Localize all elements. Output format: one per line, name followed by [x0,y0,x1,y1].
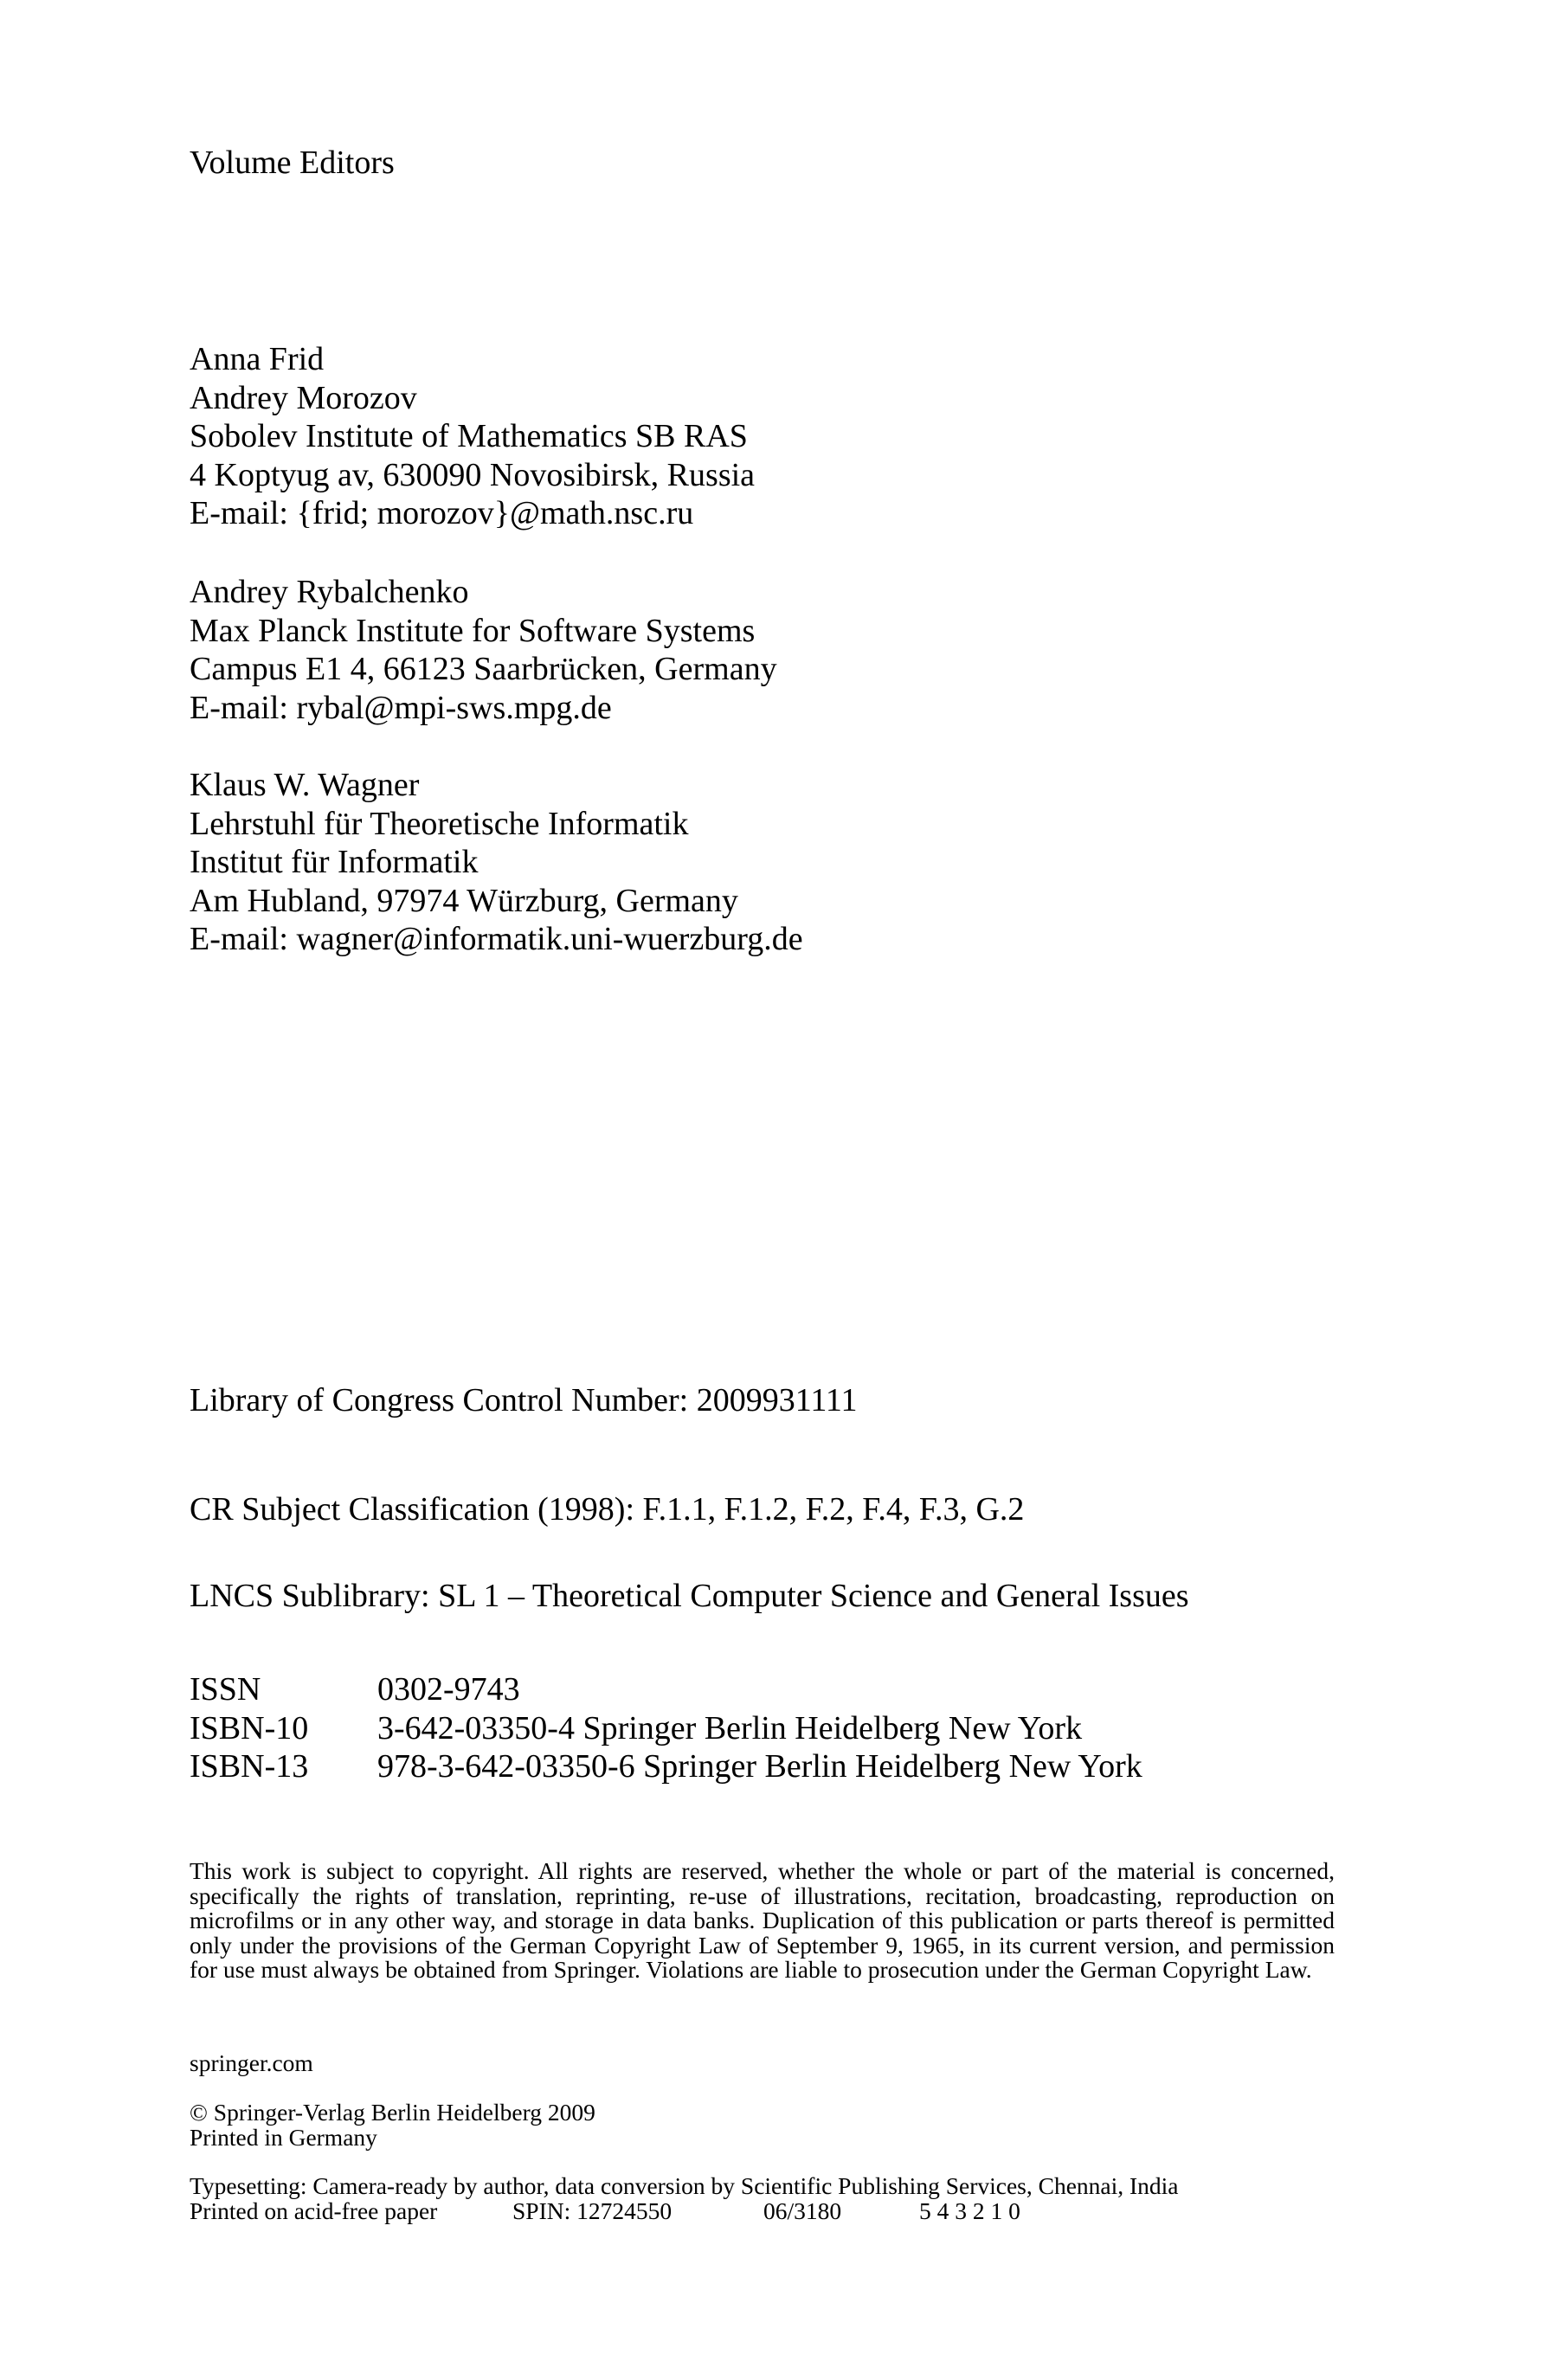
editor-email: E-mail: wagner@informatik.uni-wuerzburg.de [190,921,803,957]
identifier-label: ISBN-13 [190,1748,309,1785]
cr-subject-classification: CR Subject Classification (1998): F.1.1, F.1.2, F.2, F.4, F.3, G.2 [190,1491,1025,1528]
website [190,2051,1349,2076]
editor-block-wagner [190,766,1349,959]
editor-email: E-mail: {frid; morozov}@math.nsc.ru [190,495,694,531]
editor-institution: Institut für Informatik [190,844,479,880]
identifier-value: 978-3-642-03350-6 Springer Berlin Heidelberg New York [377,1748,1142,1785]
editor-block-rybalchenko [190,573,1349,727]
publisher-copyright: © Springer-Verlag Berlin Heidelberg 2009 [190,2099,595,2126]
identifier-label: ISSN [190,1671,261,1708]
identifier-row [190,1709,1142,1748]
identifier-value: 3-642-03350-4 Springer Berlin Heidelberg New York [377,1709,1083,1746]
editor-name: Andrey Morozov [190,379,417,416]
editor-address: Campus E1 4, 66123 Saarbrücken, Germany [190,651,777,687]
spin-number: SPIN: 12724550 [512,2197,673,2224]
editor-address: 4 Koptyug av, 630090 Novosibirsk, Russia [190,456,756,493]
typesetting-credit: Typesetting: Camera-ready by author, data conversion by Scientific Publishing Services, Chennai, India [190,2172,1179,2199]
production-info [190,2174,1349,2223]
editor-institution: Sobolev Institute of Mathematics SB RAS [190,418,748,454]
editor-name: Anna Frid [190,341,325,377]
identifier-label: ISBN-10 [190,1709,309,1746]
website-text: springer.com [190,2049,313,2076]
editor-name: Andrey Rybalchenko [190,574,469,610]
printed-in: Printed in Germany [190,2123,377,2151]
editor-email: E-mail: rybal@mpi-sws.mpg.de [190,689,612,726]
editor-institution: Max Planck Institute for Software Systems [190,612,756,649]
lncs-sublibrary: LNCS Sublibrary: SL 1 – Theoretical Computer Science and General Issues [190,1578,1189,1614]
identifiers-table [190,1670,1349,1786]
copyright-paragraph: This work is subject to copyright. All rights are reserved, whether the whole or part of the material is concerned, specifically the rights of translation, reprinting, re-use of illustrations, recitation, broadcasting, reproduction on microfilms or in any other way, and storage in data banks. Duplication of this publication or parts thereof is permitted only under the provisions of the German Copyright Law of September 9, 1965, in its current version, and permission for use must always be obtained from Springer. Violations are liable to prosecution under the German Copyright Law. [190,1857,1335,1984]
volume-editors-heading: Volume Editors [190,145,395,181]
print-code: 06/3180 [763,2197,842,2224]
print-run: 5 4 3 2 1 0 [919,2197,1020,2224]
print-details-row [190,2199,1349,2224]
identifier-row [190,1670,1142,1709]
editor-block-frid-morozov [190,340,1349,533]
editor-institution: Lehrstuhl für Theoretische Informatik [190,805,689,842]
editor-address: Am Hubland, 97974 Würzburg, Germany [190,882,738,919]
loc-control-number: Library of Congress Control Number: 2009931111 [190,1382,858,1418]
identifier-row [190,1747,1142,1786]
paper-note: Printed on acid-free paper [190,2197,438,2224]
copyright-notice [190,1859,1349,1983]
volume-editors-section [190,144,1349,183]
editor-name: Klaus W. Wagner [190,767,420,803]
identifier-value: 0302-9743 [377,1671,520,1708]
publisher-info [190,2100,1349,2150]
